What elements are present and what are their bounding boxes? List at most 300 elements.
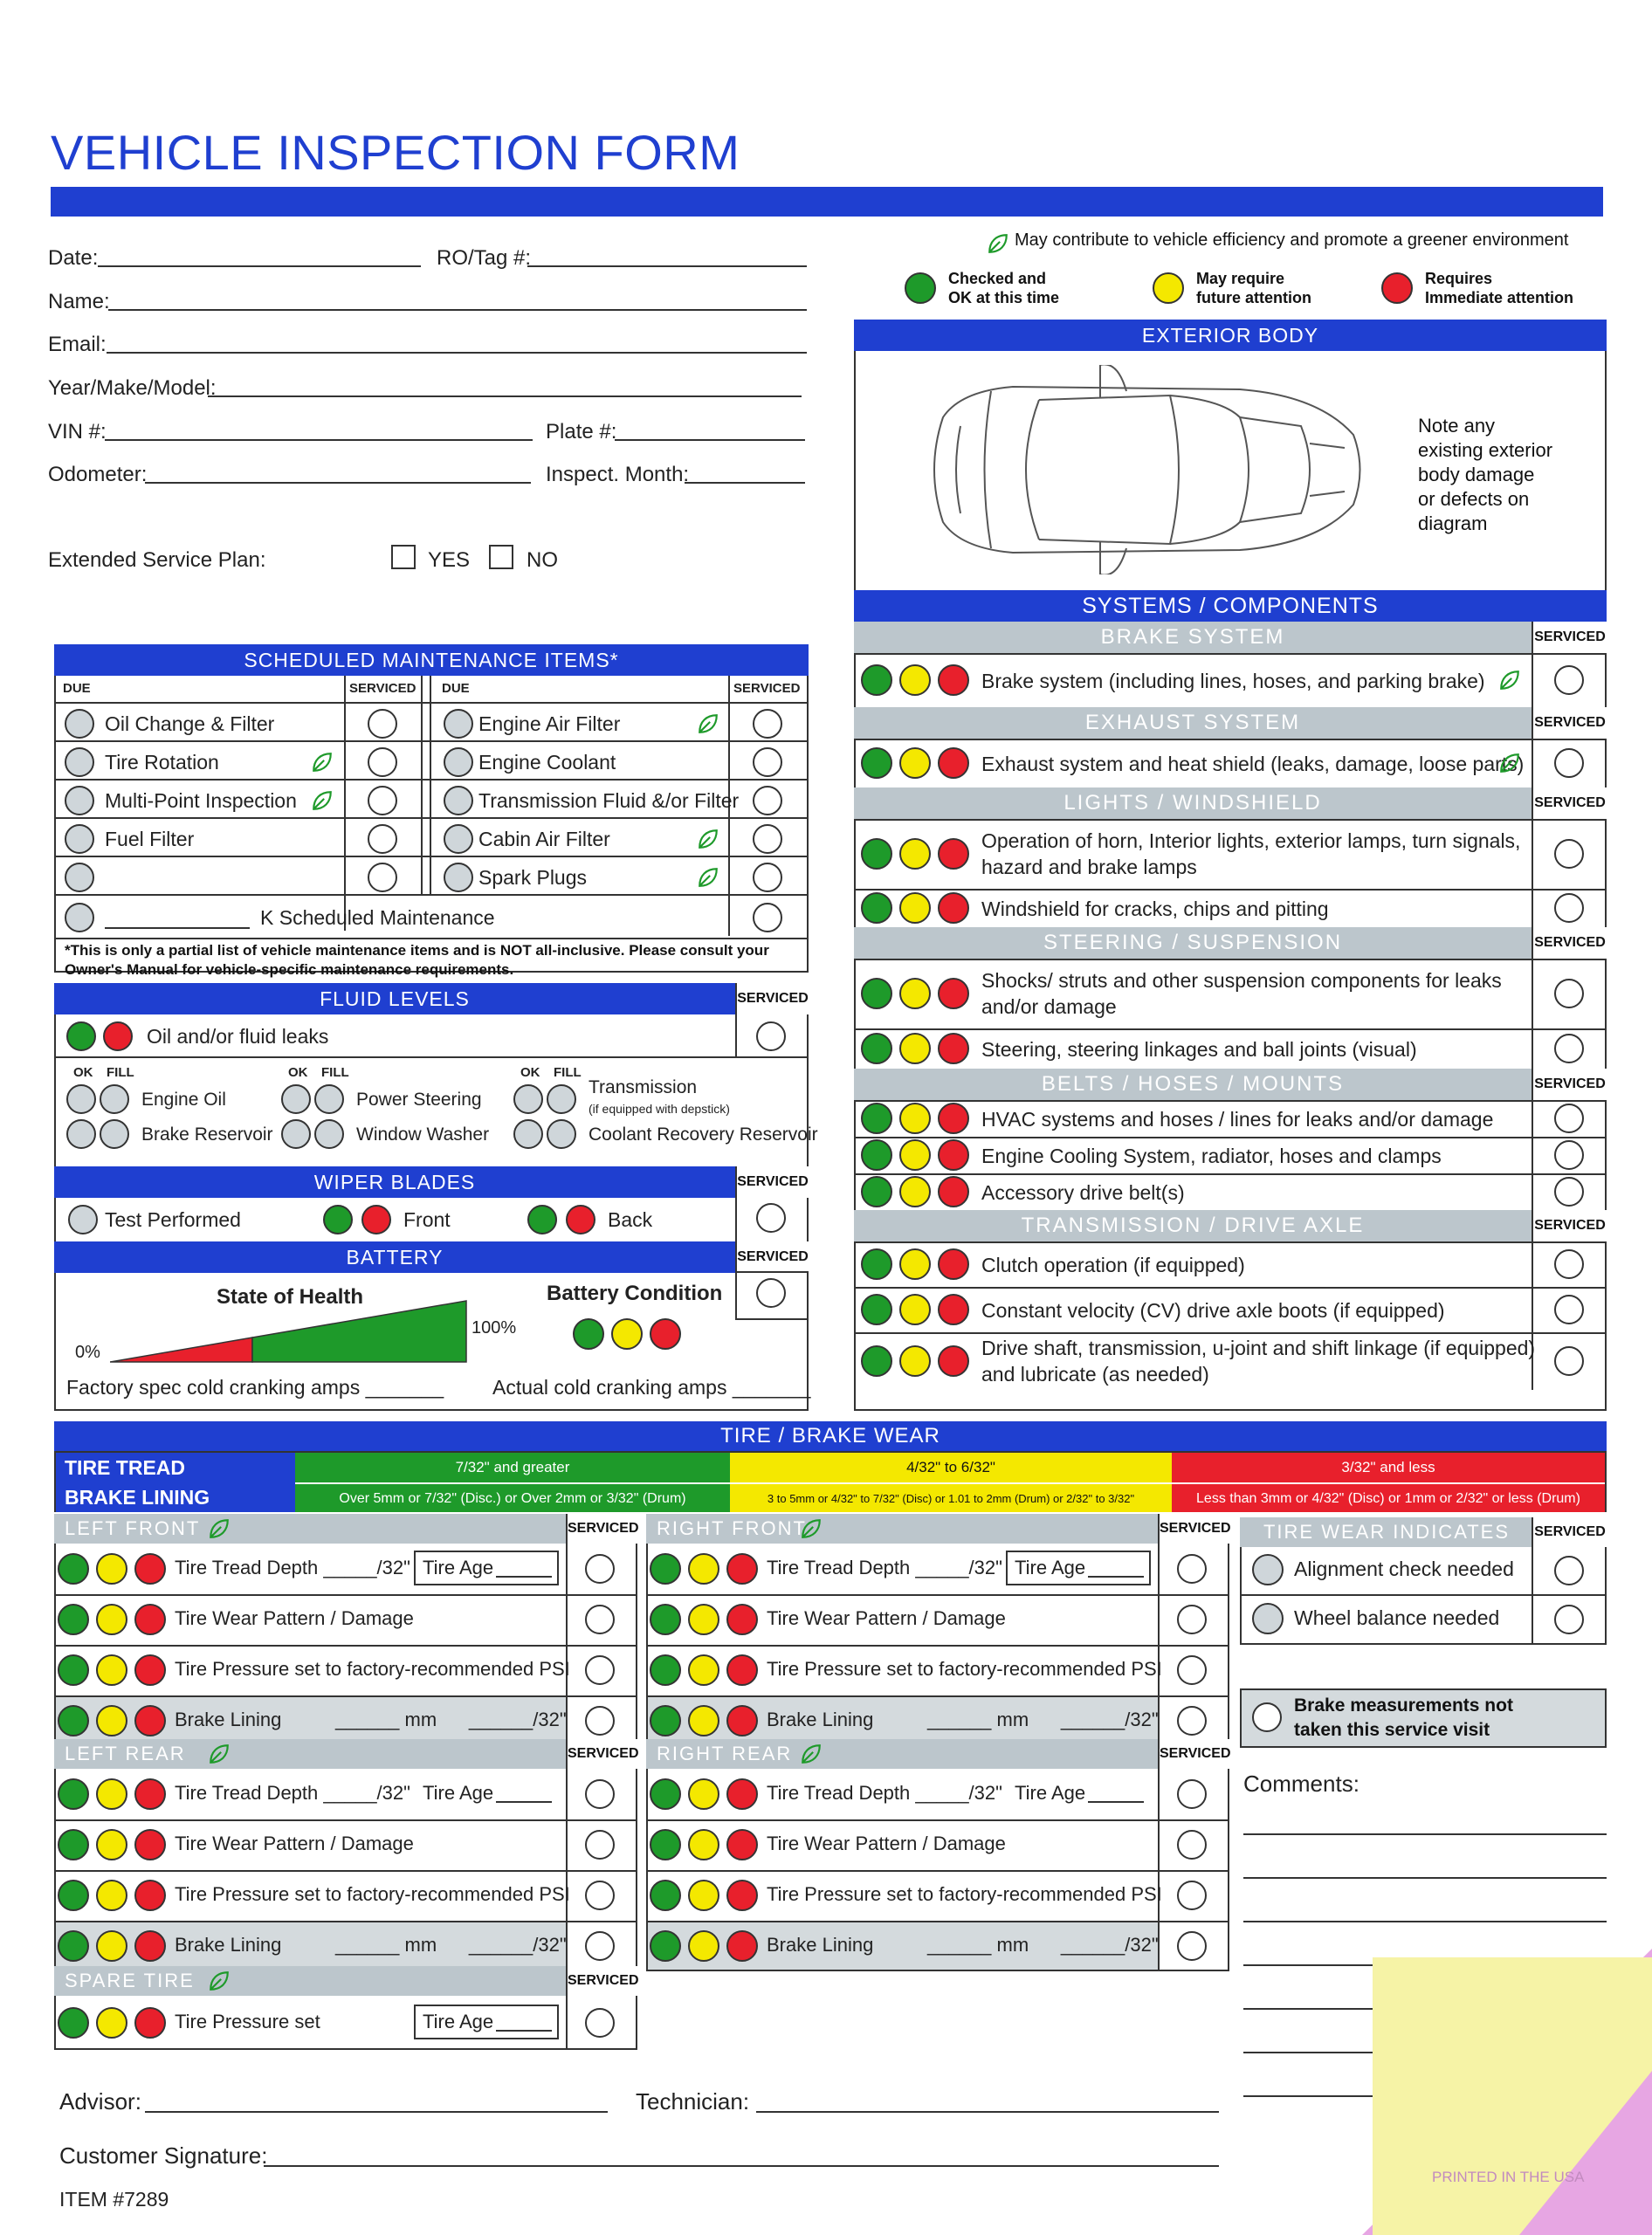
tire-row-label: Tire Pressure set to factory-recommended PSI	[767, 1658, 1162, 1680]
comment-line[interactable]	[1243, 1877, 1607, 1879]
tire-status-green[interactable]	[650, 1553, 681, 1585]
tire-serviced-circle[interactable]	[1177, 1931, 1207, 1961]
status-yellow[interactable]	[899, 1033, 931, 1064]
col-line	[430, 676, 431, 894]
section-serviced: SERVICED	[1532, 707, 1607, 739]
section-serviced: SERVICED	[1532, 787, 1607, 819]
battery-yellow[interactable]	[611, 1318, 643, 1350]
status-green[interactable]	[861, 664, 892, 696]
due-dot[interactable]	[444, 863, 473, 892]
tire-age-field[interactable]	[496, 1576, 552, 1578]
section-serviced: SERVICED	[1532, 927, 1607, 959]
red-tread: 3/32" and less	[1172, 1453, 1605, 1482]
tire-age-field[interactable]	[1088, 1801, 1144, 1803]
tire-divider	[54, 1594, 637, 1596]
status-yellow[interactable]	[899, 1139, 931, 1171]
row-vline	[1532, 1028, 1533, 1069]
tire-status-red[interactable]	[134, 1829, 166, 1860]
tire-status-yellow[interactable]	[96, 1778, 127, 1810]
brake-values[interactable]: ______ mm ______/32"	[335, 1709, 567, 1730]
status-yellow[interactable]	[899, 978, 931, 1009]
divider	[54, 938, 809, 939]
signature-field[interactable]	[264, 2165, 1219, 2167]
tire-row-label: Tire Pressure set to factory-recommended PSI	[175, 1883, 570, 1905]
green-note: May contribute to vehicle efficiency and promote a greener environment	[1015, 230, 1569, 250]
name-field[interactable]	[108, 309, 807, 311]
status-green[interactable]	[861, 1176, 892, 1207]
tire-age-field[interactable]	[496, 1801, 552, 1803]
tire-status-red[interactable]	[134, 1930, 166, 1962]
tire-serviced-circle[interactable]	[1177, 1655, 1207, 1685]
system-item: Clutch operation (if equipped)	[981, 1254, 1245, 1276]
wiper-header: WIPER BLADES	[54, 1166, 735, 1198]
status-green[interactable]	[861, 1345, 892, 1377]
fill-dot[interactable]	[100, 1084, 129, 1114]
status-yellow[interactable]	[899, 664, 931, 696]
serviced-circle[interactable]	[1554, 1249, 1584, 1279]
tire-serviced-circle[interactable]	[1177, 1779, 1207, 1809]
tire-status-red[interactable]	[726, 1604, 758, 1635]
maint-item: Cabin Air Filter	[478, 828, 610, 850]
tire-status-green[interactable]	[650, 1705, 681, 1736]
status-green[interactable]	[861, 892, 892, 924]
status-yellow[interactable]	[899, 1103, 931, 1134]
system-item: Brake system (including lines, hoses, and parking brake)	[981, 670, 1485, 692]
fill-dot[interactable]	[547, 1084, 576, 1114]
col-line	[421, 676, 423, 894]
tire-status-red[interactable]	[726, 1654, 758, 1686]
scheduled-label: K Scheduled Maintenance	[260, 906, 495, 929]
status-green[interactable]	[861, 1033, 892, 1064]
tire-serviced-circle[interactable]	[585, 1779, 615, 1809]
tire-status-red[interactable]	[726, 1553, 758, 1585]
status-red[interactable]	[938, 747, 969, 779]
tire-age-label: Tire Age	[423, 1782, 494, 1804]
serviced-circle[interactable]	[753, 709, 782, 739]
status-red[interactable]	[938, 664, 969, 696]
fluid-item: Engine Oil	[141, 1090, 226, 1110]
status-green[interactable]	[861, 747, 892, 779]
serviced-circle[interactable]	[368, 747, 397, 777]
fluid-item: Power Steering	[356, 1090, 482, 1110]
battery-red[interactable]	[650, 1318, 681, 1350]
section-header: STEERING / SUSPENSION	[854, 927, 1532, 959]
system-item: Constant velocity (CV) drive axle boots (if equipped)	[981, 1299, 1445, 1322]
esp-yes-checkbox[interactable]	[391, 545, 416, 569]
brake-not-taken-label: Brake measurements not taken this service visit	[1294, 1695, 1513, 1740]
tire-serviced-circle[interactable]	[1177, 1830, 1207, 1860]
serviced-circle[interactable]	[1554, 1346, 1584, 1376]
wiper-back-red[interactable]	[566, 1205, 595, 1234]
comment-line[interactable]	[1243, 1921, 1607, 1922]
tire-status-yellow[interactable]	[688, 1604, 719, 1635]
ok-dot[interactable]	[66, 1119, 96, 1149]
status-green[interactable]	[861, 1248, 892, 1280]
tire-status-green[interactable]	[58, 1705, 89, 1736]
alignment-dot[interactable]	[1252, 1554, 1284, 1585]
carbon-copy-corner	[1362, 1949, 1652, 2235]
tire-divider	[646, 1870, 1229, 1872]
status-yellow[interactable]	[899, 1294, 931, 1325]
tire-block-header: RIGHT FRONT	[646, 1514, 1158, 1544]
status-red[interactable]	[938, 1103, 969, 1134]
battery-green[interactable]	[573, 1318, 604, 1350]
factory-cca[interactable]: Factory spec cold cranking amps _______	[66, 1376, 444, 1399]
alignment-serviced[interactable]	[1554, 1556, 1584, 1585]
health-zero: 0%	[75, 1343, 100, 1362]
tire-status-green[interactable]	[58, 1604, 89, 1635]
tire-status-yellow[interactable]	[688, 1880, 719, 1911]
serviced-circle[interactable]	[1554, 665, 1584, 695]
tire-serviced-circle[interactable]	[585, 1554, 615, 1584]
maintenance-footnote: *This is only a partial list of vehicle maintenance items and is NOT all-inclusive. Please consult your Owner's Manual for vehicle-specific maintenance requirements.	[65, 942, 769, 978]
status-red[interactable]	[938, 1033, 969, 1064]
row-vline	[1532, 1287, 1533, 1332]
due-dot[interactable]	[444, 824, 473, 854]
fluid-item: Brake Reservoir	[141, 1124, 273, 1145]
brake-values[interactable]: ______ mm ______/32"	[927, 1934, 1159, 1956]
due-dot[interactable]	[444, 709, 473, 739]
tire-status-red[interactable]	[726, 1930, 758, 1962]
due-dot[interactable]	[65, 824, 94, 854]
brake-lining-label: BRAKE LINING	[56, 1482, 295, 1512]
tire-status-red[interactable]	[134, 1778, 166, 1810]
serviced-circle[interactable]	[1554, 1177, 1584, 1207]
tire-status-red[interactable]	[134, 1705, 166, 1736]
system-item: Engine Cooling System, radiator, hoses and clamps	[981, 1145, 1442, 1167]
technician-field[interactable]	[756, 2111, 1219, 2113]
tire-serviced-circle[interactable]	[585, 1931, 615, 1961]
brake-values[interactable]: ______ mm ______/32"	[927, 1709, 1159, 1730]
leaf-icon	[800, 1743, 823, 1765]
wiper-test-dot[interactable]	[68, 1205, 98, 1234]
spare-status-yellow[interactable]	[96, 2007, 127, 2039]
leaf-icon	[208, 1970, 231, 1992]
wiper-back-green[interactable]	[527, 1205, 557, 1234]
serviced-circle[interactable]	[753, 747, 782, 777]
item-number: ITEM #7289	[59, 2188, 169, 2211]
wear-indicates-serviced: SERVICED	[1532, 1517, 1607, 1547]
due-dot[interactable]	[65, 786, 94, 815]
leaks-serviced[interactable]	[756, 1021, 786, 1051]
serviced-circle[interactable]	[1554, 893, 1584, 923]
spare-serviced-circle[interactable]	[585, 2008, 615, 2038]
tire-serviced: SERVICED	[566, 1739, 637, 1769]
tire-status-green[interactable]	[58, 1553, 89, 1585]
maint-item: Transmission Fluid &/or Filter	[478, 789, 740, 812]
serviced-circle[interactable]	[1554, 839, 1584, 869]
tire-status-yellow[interactable]	[96, 1930, 127, 1962]
maint-item: Tire Rotation	[105, 751, 219, 774]
tire-divider	[54, 1870, 637, 1872]
actual-cca[interactable]: Actual cold cranking amps _______	[492, 1376, 811, 1399]
leaf-icon	[697, 866, 719, 889]
tire-status-green[interactable]	[650, 1604, 681, 1635]
status-yellow[interactable]	[899, 1345, 931, 1377]
status-red[interactable]	[938, 838, 969, 870]
ro-tag-label: RO/Tag #:	[437, 246, 532, 270]
divider	[54, 894, 809, 896]
status-green[interactable]	[861, 1103, 892, 1134]
mileage-field[interactable]	[105, 927, 250, 929]
exterior-body-header: EXTERIOR BODY	[854, 320, 1607, 351]
due-label: DUE	[442, 681, 470, 696]
due-dot[interactable]	[444, 747, 473, 777]
serviced-circle[interactable]	[1554, 1104, 1584, 1133]
status-green[interactable]	[861, 978, 892, 1009]
tire-serviced-circle[interactable]	[585, 1830, 615, 1860]
fluid-header: FLUID LEVELS	[54, 983, 735, 1014]
tire-status-yellow[interactable]	[96, 1553, 127, 1585]
system-item: Exhaust system and heat shield (leaks, damage, loose parts)	[981, 753, 1525, 775]
row-vline	[1532, 739, 1533, 787]
serviced-label: SERVICED	[349, 681, 416, 696]
serviced-circle[interactable]	[753, 824, 782, 854]
ok-dot[interactable]	[66, 1084, 96, 1114]
serviced-circle[interactable]	[368, 863, 397, 892]
tire-serviced-circle[interactable]	[585, 1605, 615, 1634]
status-yellow[interactable]	[899, 747, 931, 779]
serviced-circle[interactable]	[368, 786, 397, 815]
due-dot[interactable]	[65, 903, 94, 932]
fill-dot[interactable]	[100, 1119, 129, 1149]
system-item: Drive shaft, transmission, u-joint and shift linkage (if equipped) and lubricate (as needed)	[981, 1337, 1536, 1386]
system-item: Operation of horn, Interior lights, exterior lamps, turn signals, hazard and brake lamps	[981, 829, 1521, 878]
tire-status-yellow[interactable]	[688, 1930, 719, 1962]
inspect-month-field[interactable]	[685, 482, 805, 484]
tire-status-yellow[interactable]	[688, 1778, 719, 1810]
tire-serviced: SERVICED	[1158, 1514, 1229, 1544]
odometer-field[interactable]	[145, 482, 531, 484]
wiper-back-label: Back	[608, 1208, 653, 1231]
status-red[interactable]	[938, 1345, 969, 1377]
due-label: DUE	[63, 681, 91, 696]
row-divider	[854, 1137, 1607, 1138]
due-dot[interactable]	[65, 747, 94, 777]
row-vline	[1532, 653, 1533, 707]
tire-divider	[646, 1645, 1229, 1647]
tire-row-label: Brake Lining	[175, 1709, 282, 1730]
section-header: BRAKE SYSTEM	[854, 622, 1532, 653]
wiper-serviced-circle[interactable]	[756, 1203, 786, 1233]
tire-status-yellow[interactable]	[688, 1705, 719, 1736]
serviced-circle[interactable]	[753, 786, 782, 815]
serviced-circle[interactable]	[368, 824, 397, 854]
date-field[interactable]	[98, 265, 421, 267]
tire-status-red[interactable]	[726, 1829, 758, 1860]
wiper-front-red[interactable]	[361, 1205, 391, 1234]
spare-status-green[interactable]	[58, 2007, 89, 2039]
tire-serviced-circle[interactable]	[585, 1655, 615, 1685]
ok-dot[interactable]	[513, 1119, 543, 1149]
plate-field[interactable]	[615, 439, 805, 441]
system-item: Windshield for cracks, chips and pitting	[981, 897, 1329, 920]
legend-red-text: Requires Immediate attention	[1425, 270, 1574, 306]
car-diagram[interactable]	[908, 365, 1380, 574]
tire-status-red[interactable]	[726, 1705, 758, 1736]
serviced-circle[interactable]	[1554, 979, 1584, 1008]
serviced-circle[interactable]	[1554, 748, 1584, 778]
status-yellow[interactable]	[899, 1248, 931, 1280]
tire-status-yellow[interactable]	[96, 1829, 127, 1860]
spare-header: SPARE TIRE	[54, 1966, 566, 1996]
brake-values[interactable]: ______ mm ______/32"	[335, 1934, 567, 1956]
maint-item: Multi-Point Inspection	[105, 789, 297, 812]
tire-row-label: Brake Lining	[175, 1934, 282, 1956]
status-green[interactable]	[861, 838, 892, 870]
tire-wear-indicates-header: TIRE WEAR INDICATES	[1240, 1517, 1533, 1547]
leaf-icon	[1498, 752, 1521, 774]
tire-status-red[interactable]	[726, 1880, 758, 1911]
printed-in-usa: PRINTED IN THE USA	[1432, 2169, 1585, 2185]
maintenance-header: SCHEDULED MAINTENANCE ITEMS*	[54, 644, 809, 676]
maint-item: Engine Coolant	[478, 751, 616, 774]
status-green[interactable]	[861, 1139, 892, 1171]
tire-status-green[interactable]	[58, 1829, 89, 1860]
serviced-circle[interactable]	[1554, 1034, 1584, 1063]
tire-status-green[interactable]	[650, 1654, 681, 1686]
tire-row-label: Tire Wear Pattern / Damage	[767, 1607, 1006, 1629]
tire-status-red[interactable]	[134, 1604, 166, 1635]
comment-line[interactable]	[1243, 1833, 1607, 1835]
tire-status-green[interactable]	[58, 1880, 89, 1911]
system-item: Accessory drive belt(s)	[981, 1181, 1185, 1204]
section-header: BELTS / HOSES / MOUNTS	[854, 1069, 1532, 1100]
spare-age-field[interactable]	[496, 2030, 552, 2032]
row-divider	[854, 1028, 1607, 1030]
status-yellow[interactable]	[899, 1176, 931, 1207]
tire-status-green[interactable]	[58, 1778, 89, 1810]
ok-dot[interactable]	[513, 1084, 543, 1114]
status-yellow[interactable]	[899, 892, 931, 924]
status-yellow[interactable]	[899, 838, 931, 870]
leaf-icon	[208, 1517, 231, 1540]
tire-status-green[interactable]	[650, 1880, 681, 1911]
tire-row-label: Tire Wear Pattern / Damage	[175, 1833, 414, 1854]
fluid-serviced: SERVICED	[735, 983, 809, 1014]
tire-divider	[646, 1819, 1229, 1821]
due-dot[interactable]	[444, 786, 473, 815]
due-dot[interactable]	[65, 863, 94, 892]
ok-dot[interactable]	[281, 1119, 311, 1149]
tire-row-label: Brake Lining	[767, 1709, 874, 1730]
spare-status-red[interactable]	[134, 2007, 166, 2039]
ok-label: OK	[288, 1065, 308, 1080]
status-green[interactable]	[861, 1294, 892, 1325]
balance-dot[interactable]	[1252, 1603, 1284, 1634]
page-title: VEHICLE INSPECTION FORM	[51, 125, 740, 180]
maint-item: Spark Plugs	[478, 866, 588, 889]
tire-block-header: RIGHT REAR	[646, 1739, 1158, 1769]
status-red[interactable]	[938, 1248, 969, 1280]
tire-status-yellow[interactable]	[688, 1829, 719, 1860]
tire-status-green[interactable]	[650, 1829, 681, 1860]
advisor-field[interactable]	[145, 2111, 608, 2113]
spare-age-label: Tire Age	[423, 2011, 494, 2032]
tire-status-yellow[interactable]	[96, 1604, 127, 1635]
tire-status-green[interactable]	[58, 1930, 89, 1962]
tire-status-green[interactable]	[650, 1930, 681, 1962]
leaks-green[interactable]	[66, 1021, 96, 1051]
tire-serviced-circle[interactable]	[585, 1706, 615, 1736]
divider	[54, 702, 809, 704]
serviced-circle[interactable]	[1554, 1140, 1584, 1170]
tire-status-yellow[interactable]	[688, 1654, 719, 1686]
tire-status-red[interactable]	[134, 1880, 166, 1911]
esp-no-checkbox[interactable]	[489, 545, 513, 569]
tire-serviced-circle[interactable]	[585, 1881, 615, 1910]
fill-dot[interactable]	[547, 1119, 576, 1149]
exterior-note: Note any existing exterior body damage or defects on diagram	[1418, 415, 1553, 534]
serviced-circle[interactable]	[753, 863, 782, 892]
balance-serviced[interactable]	[1554, 1605, 1584, 1634]
status-red[interactable]	[938, 978, 969, 1009]
spare-pressure-label: Tire Pressure set	[175, 2011, 320, 2032]
brake-not-taken-circle[interactable]	[1252, 1702, 1282, 1732]
due-dot[interactable]	[65, 709, 94, 739]
esp-label: Extended Service Plan:	[48, 548, 266, 572]
tire-row-label: Tire Wear Pattern / Damage	[175, 1607, 414, 1629]
tire-serviced-circle[interactable]	[1177, 1706, 1207, 1736]
esp-no-label: NO	[527, 548, 558, 572]
tire-status-yellow[interactable]	[96, 1705, 127, 1736]
serviced-circle[interactable]	[753, 903, 782, 932]
tire-age-label: Tire Age	[1015, 1557, 1086, 1578]
email-field[interactable]	[107, 352, 807, 354]
tire-status-yellow[interactable]	[96, 1654, 127, 1686]
tire-status-yellow[interactable]	[96, 1880, 127, 1911]
tire-serviced-circle[interactable]	[1177, 1881, 1207, 1910]
tire-status-red[interactable]	[726, 1778, 758, 1810]
row-divider	[854, 1332, 1607, 1334]
tire-status-red[interactable]	[134, 1654, 166, 1686]
status-red[interactable]	[938, 892, 969, 924]
name-label: Name:	[48, 290, 110, 313]
tire-age-label: Tire Age	[1015, 1782, 1086, 1804]
status-red[interactable]	[938, 1139, 969, 1171]
serviced-circle[interactable]	[1554, 1295, 1584, 1324]
tire-legend	[54, 1451, 1607, 1512]
wiper-front-green[interactable]	[323, 1205, 353, 1234]
status-red[interactable]	[938, 1176, 969, 1207]
vin-field[interactable]	[105, 439, 533, 441]
battery-serviced-circle[interactable]	[756, 1278, 786, 1308]
fill-dot[interactable]	[314, 1084, 344, 1114]
row-divider	[854, 1241, 1607, 1243]
battery-condition-label: Battery Condition	[547, 1282, 723, 1305]
ro-tag-field[interactable]	[527, 265, 807, 267]
fill-dot[interactable]	[314, 1119, 344, 1149]
leaks-red[interactable]	[103, 1021, 133, 1051]
status-red[interactable]	[938, 1294, 969, 1325]
tire-status-green[interactable]	[650, 1778, 681, 1810]
tire-serviced-circle[interactable]	[1177, 1605, 1207, 1634]
leaf-icon	[208, 1743, 231, 1765]
system-item: Shocks/ struts and other suspension components for leaks and/or damage	[981, 969, 1502, 1018]
ymm-field[interactable]	[208, 395, 802, 397]
tire-age-field[interactable]	[1088, 1576, 1144, 1578]
tire-status-green[interactable]	[58, 1654, 89, 1686]
systems-header: SYSTEMS / COMPONENTS	[854, 590, 1607, 622]
tire-status-yellow[interactable]	[688, 1553, 719, 1585]
tire-serviced-circle[interactable]	[1177, 1554, 1207, 1584]
ok-dot[interactable]	[281, 1084, 311, 1114]
serviced-circle[interactable]	[368, 709, 397, 739]
leaf-icon	[697, 828, 719, 850]
col-line	[344, 676, 346, 931]
signature-label: Customer Signature:	[59, 2142, 268, 2169]
tire-status-red[interactable]	[134, 1553, 166, 1585]
